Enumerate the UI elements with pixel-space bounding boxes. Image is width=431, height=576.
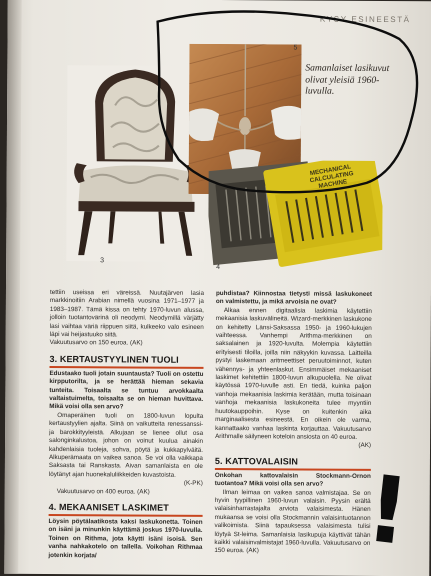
figure-number-4: 4 (216, 264, 220, 271)
col1-intro: tettiin useissa eri väreissä. Nuutajärven lasia markkinoitiin Arabian nimellä vuosina 1971–1977 ja 1983–1987. Tämä kissa on tehty 1970-luvun alussa, jolloin tuotantovärinä oli neodymi. Neodymillä värjätty lasi vaihtaa väriä riippuen siitä, kulkeeko valo esineen läpi vai heijastuuko siitä. (50, 289, 204, 340)
page-gutter (4, 0, 22, 574)
section-3-question: Edustaako tuoli jotain suuntausta? Tuoli on ostettu kirpputorilta, ja se herättää hieman sekavia tunteita. Toisaalta se tuntuu arvokkaalta valtaistuimelta, toisaalta se on hieman huvittava. Mikä voisi olla sen arvo? (49, 370, 203, 413)
section-3-answer: Omaperäinen tuoli on 1800-luvun lopulta kertaustyylien ajalta. Siinä on vaikutteita renessanssi- ja barokkityyleistä. Alkujaan se lienee ollut osa salonginkalustoa, johon on voinut kuulua ainakin kahdenlaisia tuoleja, sohva, pöytä ja kukkapylväitä. Alkuperämaata on vaikea sanoa. Se voi olla vaikkapa Saksasta tai Ranskasta. Aivan samanlaista en ole löytänyt ajan huonekaluliikkeiden kuvastoista. (49, 412, 203, 480)
section-5-answer: Ilman leimaa on vaikea sanoa valmistajaa. Se on hyvin tyypillinen 1960-luvun valaisin. Pyysin erältä valaisinharrastajalta arviota valaisimesta. Hänen mukaansa se voisi olla Stockmannin valaisintuotannon valikoimista. Siinä tapauksessa valaisimesta tulisi löytyä St-leima. Samanlaisia lasikupuja käyttivät tähän kaikki valaisinvalmistajat 1960-luvulla. Vakuutusarvo on 150 euroa. (AK) (214, 489, 370, 557)
col2-signature: (AK) (215, 441, 371, 450)
col1-value: Vakuutusarvo on 150 euroa. (AK) (50, 339, 204, 348)
exclamation-mark-annotation: ! (361, 455, 413, 567)
col2-answer: Alkaa ennen digitaalisia laskimia käytettiin mekaanisia laskuvälineitä. Wizard-merkkinen laskukone on kehitetty Länsi-Saksassa 1950- ja 1960-lukujen vaihteessa. Vanhempi Arithma-merkkinen on saksalainen ja 1920-luvulta. Molempia käytettiin erityisesti tiloilla, joilla niin näkyykin kuvassa. Laitteilla pystyi laskemaan aritmeettiset peruutoiminnot, kuten vähennys- ja yhteenlaskut. Ensimmäiset mekaaniset laskimet kehitettiin 1800-luvun alkupuolella. Ne olivat käytössä 1970-luvulle asti. En tiedä, kuinka paljon vanhoja mekaanisia laskimia kerätään, mutta toisinaan vanhoja mekaanisia laskukoneita tulee myyntiin huutokauppoihin. Kyse on kuitenkin aika marginaalisesta esineestä. En oikein ole varma, kannattaako vanhaa laskinta korjauttaa. Vakuutusarvo Arithmalle säilyneen koteloin ansiosta on 40 euroa. (215, 307, 372, 442)
figure-number-3: 3 (100, 257, 104, 264)
section-4-question: Löysin pöytälaatikosta kaksi laskukonetta. Toinen on isäni ja minunkin käyttämä joskus 1970-luvulla. Toinen on Rithma, jota käytti isäni isoisä. Sen vanha nahkakotelo on tallella. Voikohan Rithmaa jotenkin korjata/ (48, 518, 202, 561)
column-right (214, 290, 372, 557)
photo-caption: Samanlaiset lasikuvut olivat yleisiä 1960-luvulla. (305, 63, 401, 98)
magazine-page (4, 0, 431, 576)
section-5-title: 5. KATTOVALAISIN (215, 456, 371, 471)
calculators-photo (208, 160, 383, 269)
section-3-signature: (K-PK) (49, 479, 203, 488)
chair-photo (66, 65, 205, 262)
column-left (48, 289, 204, 561)
section-5-question: Onkohan kattovalaisin Stockmann-Ornon tuotantoa? Mikä voisi olla sen arvo? (215, 472, 371, 490)
section-3-value: Vakuutusarvo on 400 euroa. (AK) (49, 487, 203, 496)
section-3-title: 3. KERTAUSTYYLINEN TUOLI (50, 354, 204, 369)
calculator-label: MECHANICAL CALCULATING MACHINE (295, 161, 368, 193)
section-4-title: 4. MEKAANISET LASKIMET (49, 502, 203, 517)
figure-number-5: 5 (293, 44, 297, 51)
col2-question-cont: puhdistaa? Kiinnostaa tietysti missä laskukoneet on valmistettu, ja mikä arvoisia ne ovat? (216, 290, 372, 308)
section-header: KYSY ESINEESTÄ (320, 15, 411, 25)
